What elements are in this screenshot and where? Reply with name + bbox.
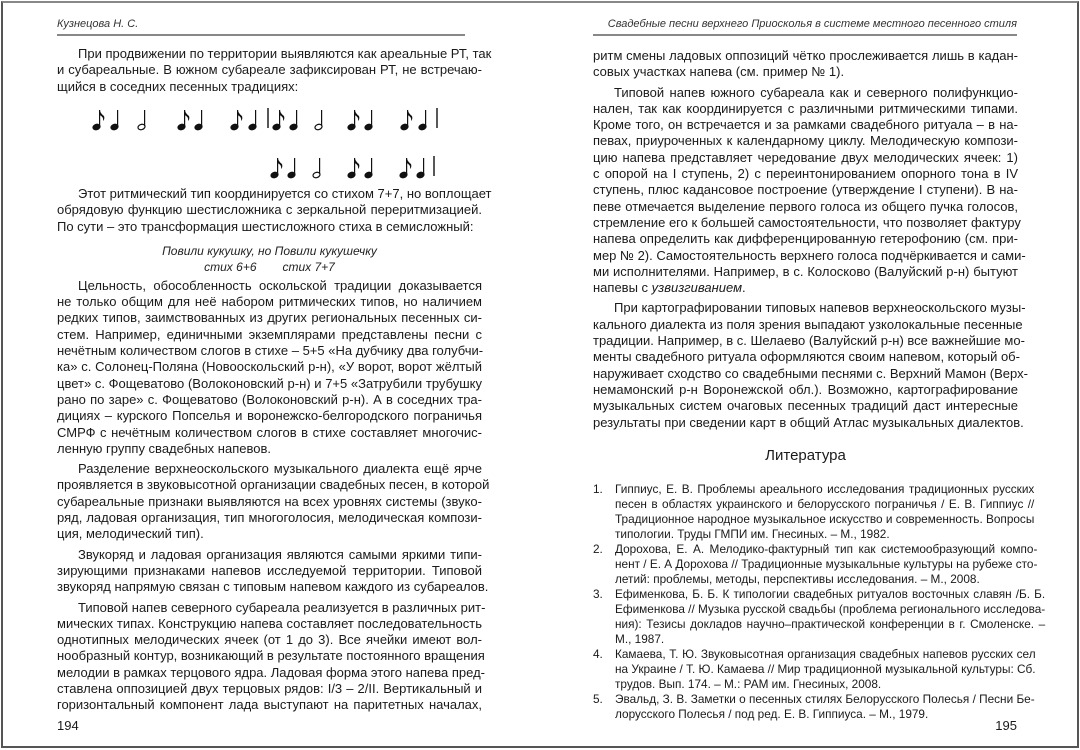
barline-icon (433, 106, 447, 132)
half-note-icon (312, 154, 326, 180)
text-line: немамонский р-н Воронежской обл.). Возможно, картографирование (593, 381, 1018, 397)
text-line: однотипных мелодических ячеек (от 1 до 3). Все ячейки имеют вол- (57, 632, 482, 648)
reference-text (615, 587, 1045, 647)
reference-number: 5. (593, 691, 603, 706)
text-line: редких типов, заимствованных из других региональных песенных си- (57, 310, 482, 326)
text-line: горизонтальный компонент лада выступают на паритетных началах, (57, 697, 482, 713)
text-block (57, 186, 492, 718)
reference-text (615, 692, 1035, 722)
paragraph (57, 546, 489, 596)
quarter-note-icon (194, 106, 208, 132)
header-rule (57, 34, 465, 36)
text-block (593, 48, 1046, 722)
reference-number: 2. (593, 541, 603, 556)
text-line: По сути – это трансформация шестисложного стиха в семисложный: (57, 218, 474, 234)
reference-line: нент / Е. А Дорохова // Традиционные музыкальные культуры на рубеже сто- (615, 556, 1038, 571)
rhythm-notation-row-2 (0, 148, 540, 188)
text-line: нечётным количеством слогов в стихе – 5+5 «На дубчику два голубчи- (57, 343, 484, 359)
reference-line: Эвальд, З. В. Заметки о песенных стилях Белорусского Полесья / Песни Бе- (615, 691, 1035, 706)
reference-text (615, 482, 1034, 542)
right-page (540, 0, 1080, 750)
text-line: субареальные признаки выявляются на всех уровнях системы (звуко- (57, 493, 482, 509)
half-note-icon (137, 106, 151, 132)
reference-line: летий: проблемы, методы, перспективы исследования. – М., 2008. (615, 571, 980, 586)
text-line: певах, приуроченных к календарному циклу. Мелодическую компози- (593, 133, 1018, 149)
quarter-note-icon (248, 106, 262, 132)
text-line: наруживает сходство со свадебными песнями с. Верхний Мамон (Верх- (593, 365, 1028, 381)
reference-line: Ефименкова // Музыка русской свадьбы (проблема регионального исследова- (615, 601, 1046, 616)
text-line: СМРФ с нечётным количеством слогов в стихе составляет многочис- (57, 424, 482, 440)
reference-item (593, 646, 1036, 692)
reference-line: трудов. Вып. 174. – М.: РАМ им. Гнесиных, 2008. (615, 676, 882, 691)
text-line: совых участках напева (см. пример № 1). (593, 64, 845, 80)
eighth-note-icon (177, 106, 191, 132)
text-line: цвет» с. Фощеватово (Волоконовский р-н) и 7+5 «Затрубили трубушку (57, 375, 482, 391)
text-line: Звукоряд и ладовая организация являются самыми яркими типи- (78, 546, 482, 562)
text-line: ряд, ладовая организация, тип многоголосия, мелодическая компози- (57, 510, 482, 526)
eighth-note-icon (400, 106, 414, 132)
reference-text (615, 542, 1037, 587)
reference-line: типологии. Труды ГМПИ им. Гнесиных. – М., 1982. (615, 526, 890, 541)
text-span: . (742, 280, 746, 296)
eighth-note-icon (92, 106, 106, 132)
text-line: музыкальных систем очаговых песенных традиций даст интересные (593, 398, 1018, 414)
text-line: ритм смены ладовых оппозиций чётко прослеживается лишь в кадан- (593, 48, 1018, 63)
header-rule (593, 34, 1017, 36)
verse-line: Повили кукушку, но Повили кукушечку (162, 243, 377, 258)
text-line: мических типах. Конструкцию напева составляет последовательность (57, 615, 482, 631)
text-line: напева определить как дифференцированную гетерофонию (см. при- (593, 231, 1018, 247)
text-line: При продвижении по территории выявляются как ареальные РТ, так (78, 46, 492, 61)
paragraph (57, 461, 490, 542)
text-line: стремление его к большей самостоятельности, что позволяет фактуру (593, 214, 1021, 230)
quarter-note-icon (110, 106, 124, 132)
text-block (57, 46, 492, 99)
text-line: ленную группу свадебных напевов. (57, 440, 271, 456)
reference-line: на Украине / Т. Ю. Камаева // Мир традиционной музыкальной культуры: Сб. (615, 661, 1036, 676)
verse-example (57, 243, 482, 275)
paragraph (593, 48, 1018, 81)
running-head: Кузнецова Н. С. (57, 18, 139, 30)
text-line: традиции. Например, в с. Шелаево (Валуйский р-н) все важнейшие мо- (593, 333, 1025, 349)
paragraph (57, 278, 482, 457)
text-line: проявляется в звуковысотной организации свадебных песен, в которой (57, 477, 490, 493)
text-line: кального диалекта из поля зрения выпадают узколокальные песенные (593, 316, 1023, 332)
emphasis: узвизгиванием (651, 280, 743, 296)
reference-line: Гиппиус, Е. В. Проблемы ареального исследования традиционных русских (615, 481, 1035, 496)
eighth-note-icon (270, 154, 284, 180)
half-note-icon (314, 106, 328, 132)
paragraph (57, 46, 492, 95)
text-line (593, 280, 1018, 296)
reference-text (615, 647, 1036, 692)
eighth-note-icon (272, 106, 286, 132)
text-line: мер № 2). Самостоятельность верхнего голоса подчёркивается и сами- (593, 247, 1026, 263)
paragraph (57, 186, 492, 235)
paragraph-lines (593, 84, 1026, 281)
text-line: стем. Например, единичными экземплярами представлены песни с (57, 326, 482, 342)
text-line: ция, мелодический тип). (57, 526, 204, 542)
reference-line: Традиционное народное музыкальное искусство и современность. Вопросы (615, 511, 1035, 526)
verse-meters (57, 259, 482, 275)
literature-heading: Литература (765, 446, 846, 464)
paragraph (57, 599, 486, 714)
text-line: менты свадебного ритуала оформляются своим напевом, который об- (593, 349, 1020, 365)
paragraph (593, 300, 1028, 430)
text-line: дициях – курского Попселья и воронежско-белгородского пограничья (57, 408, 482, 424)
running-head: Свадебные песни верхнего Приосколья в системе местного песенного стиля (607, 18, 1017, 30)
reference-list (593, 481, 1046, 722)
reference-line: Ефименкова, Б. Б. К типологии свадебных ритуалов восточных славян /Б. Б. (615, 586, 1046, 601)
text-line: Кроме того, он встречается и за рамками свадебного ритуала – в на- (593, 117, 1018, 133)
eighth-note-icon (347, 154, 361, 180)
reference-item (593, 541, 1038, 587)
text-line: мелодии в рамках терцового ядра. Ладовая форма этого напева пред- (57, 664, 486, 680)
eighth-note-icon (230, 106, 244, 132)
text-line: цию напева представляет чередование двух мелодических ячеек: 1) (593, 149, 1018, 165)
text-line: При картографировании типовых напевов верхнеоскольского музы- (614, 300, 1026, 316)
text-line: ми исполнителями. Например, в с. Колосково (Валуйский р-н) бытуют (593, 263, 1018, 279)
reference-number: 3. (593, 586, 603, 601)
quarter-note-icon (364, 106, 378, 132)
paragraph (593, 84, 1026, 297)
reference-item (593, 481, 1035, 542)
text-line: звукоряд напрямую связан с типовым напевом каждого из субареалов. (57, 579, 489, 595)
text-line: нален, так как координируется с различными ритмическими типами. (593, 100, 1018, 116)
text-span: напевы с (593, 280, 652, 296)
eighth-note-icon (399, 154, 413, 180)
text-line: обрядовую функцию шестисложника с зеркальной переритмизацией. (57, 202, 482, 218)
text-line: ставлена оппозицией двух терцовых рядов: I/3 – 2/II. Вертикальный и (57, 681, 482, 697)
reference-number: 4. (593, 646, 603, 661)
reference-number: 1. (593, 481, 603, 496)
page-number: 195 (995, 718, 1017, 733)
text-line: Типовой напев северного субареала реализуется в различных рит- (78, 599, 486, 615)
text-line: результаты при сведении карт в общий Атлас музыкальных диалектов. (593, 414, 1024, 430)
quarter-note-icon (416, 154, 430, 180)
text-line: Цельность, обособленность оскольской традиции доказывается (78, 277, 482, 293)
reference-line: М., 1987. (615, 631, 665, 646)
quarter-note-icon (364, 154, 378, 180)
text-line: с опорой на I ступень, 2) с переинтонированием опорного тона в IV (593, 166, 1018, 182)
quarter-note-icon (289, 106, 303, 132)
text-line: щийся в соседних песенных традициях: (57, 78, 299, 94)
meter-label: стих 6+6 (204, 259, 257, 274)
text-line: нообразный контур, возникающий в результате постоянного вращения (57, 648, 485, 664)
text-line: певе отмечается выделение первого голоса из общего пучка голосов, (593, 198, 1018, 214)
reference-line: песен в областях украинского и белорусского пограничья / Е. В. Гиппиус // (615, 496, 1035, 511)
text-line: Типовой напев южного субареала как и северного полифункцио- (614, 84, 1018, 100)
reference-line: Камаева, Т. Ю. Звуковысотная организация свадебных напевов русских сел (615, 646, 1036, 661)
text-line: ступень, плюс кадансовое построение (утверждение I ступени). В на- (593, 182, 1018, 198)
text-line: Этот ритмический тип координируется со стихом 7+7, но воплощает (78, 186, 492, 201)
eighth-note-icon (347, 106, 361, 132)
page-number: 194 (57, 718, 79, 733)
meter-label: стих 7+7 (282, 259, 335, 274)
reference-item (593, 691, 1035, 722)
reference-item (593, 586, 1046, 647)
text-line: не только общим для неё набором ритмических типов, но наличием (57, 294, 482, 310)
text-line: Разделение верхнеоскольского музыкального диалекта ещё ярче (78, 461, 482, 477)
text-line: зирующими признаками напевов исследуемой территории. Типовой (57, 562, 482, 578)
text-line: рано по заре» с. Фощеватово (Волоконовский р-н). А в соседних тра- (57, 391, 482, 407)
reference-line: Дорохова, Е. А. Мелодико-фактурный тип как системообразующий компо- (615, 541, 1038, 556)
reference-line: лорусского Полесья / под ред. Е. В. Гиппиуса. – М., 1979. (615, 706, 929, 721)
text-line: ка» с. Солонец-Поляна (Новооскольский р-н), «У ворот, ворот жёлтый (57, 359, 482, 375)
text-line: и субареальные. В южном субареале зафиксирован РТ, не встречаю- (57, 62, 482, 78)
rhythm-notation-row-1 (0, 100, 540, 140)
barline-icon (430, 154, 444, 180)
quarter-note-icon (287, 154, 301, 180)
reference-line: ния): Тезисы докладов научно–практической конференции в г. Смоленске. – (615, 616, 1046, 631)
quarter-note-icon (418, 106, 432, 132)
